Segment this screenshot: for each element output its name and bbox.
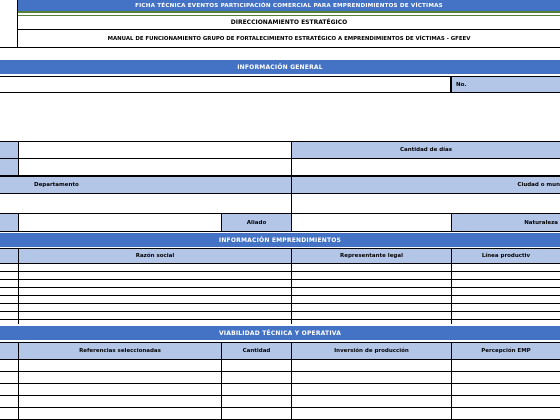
via-col-inversion: Inversión de producción xyxy=(291,342,452,360)
manual-title: MANUAL DE FUNCIONAMIENTO GRUPO DE FORTALECIMIENTO ESTRATÉGICO A EMPRENDIMIENTOS DE VÍCTIMAS - GFEEV xyxy=(18,31,560,48)
general-field-3[interactable] xyxy=(18,213,222,232)
naturaleza-label: Naturaleza xyxy=(451,213,560,232)
aliado-field[interactable] xyxy=(291,213,452,232)
via-rows[interactable] xyxy=(0,360,560,420)
via-col-index xyxy=(0,342,19,360)
ciudad-field[interactable] xyxy=(291,193,560,214)
dias-label: Cantidad de días xyxy=(291,141,560,159)
via-col-percepcion: Percepción EMP xyxy=(451,342,560,360)
ciudad-label: Ciudad o mun xyxy=(291,176,560,194)
emp-col-representante: Representante legal xyxy=(291,248,452,264)
general-field-2[interactable] xyxy=(18,158,292,176)
dias-field[interactable] xyxy=(291,158,560,176)
departamento-label: Departamento xyxy=(0,176,292,194)
aliado-label: Aliado xyxy=(221,213,292,232)
section-emprendimientos-header: INFORMACIÓN EMPRENDIMIENTOS xyxy=(0,233,560,247)
emp-col-index xyxy=(0,248,19,264)
via-col-cantidad: Cantidad xyxy=(221,342,292,360)
emp-rows[interactable] xyxy=(0,264,560,324)
logo-area xyxy=(0,0,18,48)
general-label-left-2 xyxy=(0,158,19,176)
general-field-1[interactable] xyxy=(18,141,292,159)
departamento-field[interactable] xyxy=(0,193,292,214)
via-col-referencias: Referencias seleccionadas xyxy=(18,342,222,360)
sheet-title: FICHA TÉCNICA EVENTOS PARTICIPACIÓN COMERCIAL PARA EMPRENDIMIENTOS DE VÍCTIMAS xyxy=(18,0,560,13)
section-general-header: INFORMACIÓN GENERAL xyxy=(0,60,560,74)
general-main-field[interactable] xyxy=(0,76,451,93)
emp-col-razon-social: Razón social xyxy=(18,248,292,264)
section-viabilidad-header: VIABILIDAD TÉCNICA Y OPERATIVA xyxy=(0,326,560,340)
sheet-subtitle: DIRECCIONAMIENTO ESTRATÉGICO xyxy=(18,15,560,30)
general-label-left-3 xyxy=(0,213,19,232)
emp-col-linea: Línea productiv xyxy=(451,248,560,264)
general-label-left-1 xyxy=(0,141,19,159)
no-label: No. xyxy=(451,76,560,93)
